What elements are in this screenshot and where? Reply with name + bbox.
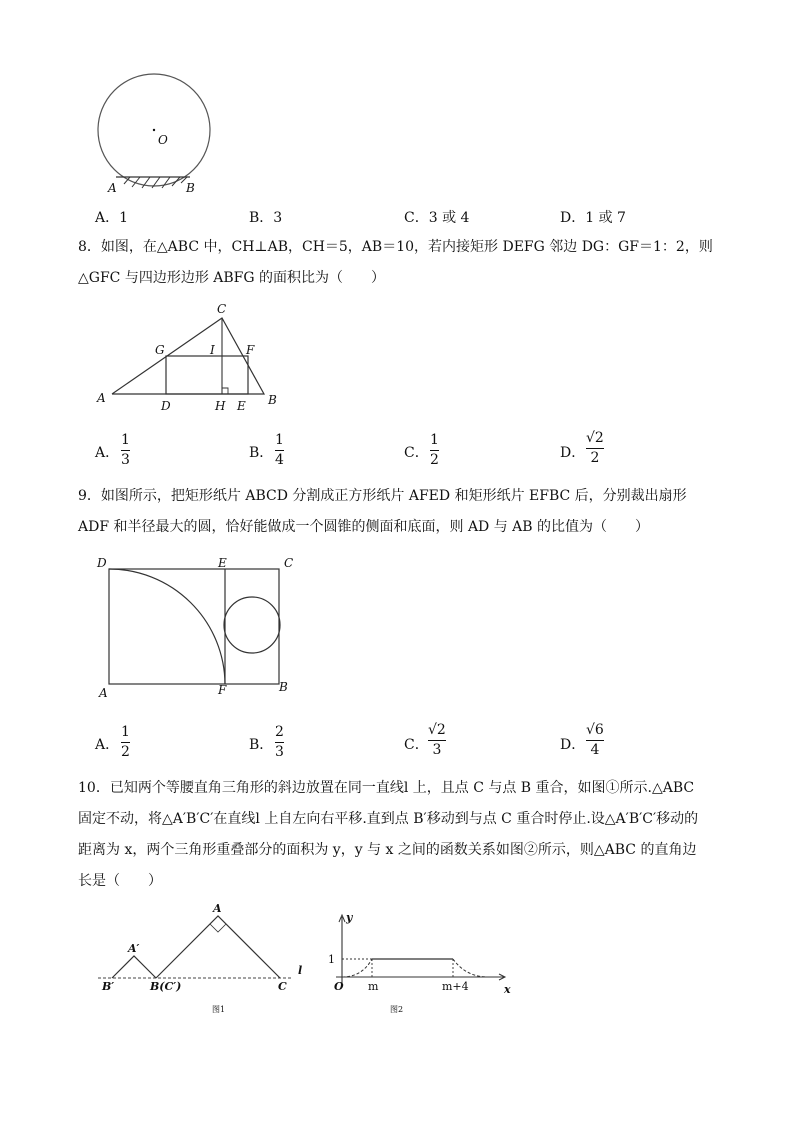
q8-label-g: G — [155, 343, 165, 357]
q10-text-line2: 固定不动，将△A′B′C′在直线l 上自左向右平移.直到点 B′移动到与点 C 重合时停止.设△A′B′C′移动的 — [78, 811, 699, 827]
q10-triangle-abc — [156, 916, 280, 978]
q8-triangle-figure — [92, 298, 292, 416]
q8-option-c-letter: C． — [404, 445, 429, 461]
q8-option-d-fraction — [586, 430, 604, 467]
q8-option-d-num: √2 — [586, 430, 604, 446]
q10-text-line3: 距离为 x，两个三角形重叠部分的面积为 y，y 与 x 之间的函数关系如图②所示，则△ABC 的直角边 — [78, 842, 697, 858]
q9-text-line2: ADF 和半径最大的圆，恰好能做成一个圆锥的侧面和底面，则 AD 与 AB 的比值为（ ） — [78, 519, 650, 535]
q9-option-d-den: 4 — [590, 742, 600, 758]
q10-label-m4: m+4 — [442, 980, 469, 993]
q9-option-a-letter: A． — [95, 737, 120, 753]
q7-option-a-value: 1 — [119, 210, 129, 226]
q9-label-e: E — [218, 556, 227, 570]
q10-curve-rise — [342, 959, 372, 977]
q7-option-d-value: 1 或 7 — [585, 210, 626, 226]
q9-option-c-letter: C． — [404, 737, 429, 753]
q7-option-d-letter: D． — [560, 210, 586, 226]
q8-option-a-letter: A． — [95, 445, 120, 461]
q9-option-a-fraction — [121, 724, 130, 761]
q10-fig1-caption: 图1 — [212, 1005, 226, 1014]
q9-option-d-letter: D． — [560, 737, 586, 753]
q8-option-b-fraction — [275, 432, 284, 469]
q7-label-a: A — [108, 181, 117, 195]
q8-option-c-num: 1 — [430, 432, 439, 448]
q8-option-b-den: 4 — [275, 452, 284, 468]
q9-label-d: D — [97, 556, 107, 570]
q9-option-c-num: √2 — [428, 722, 446, 738]
q9-option-d-fraction — [586, 722, 604, 759]
q10-label-o: O — [334, 980, 344, 993]
q8-label-e: E — [237, 399, 246, 413]
q10-triangle-a-prime — [112, 956, 156, 978]
q8-option-a-num: 1 — [121, 432, 130, 448]
q9-option-d-num: √6 — [586, 722, 604, 738]
q8-option-b-num: 1 — [275, 432, 284, 448]
q10-right-angle-a-prime — [128, 956, 140, 962]
q9-sector-arc-df — [109, 569, 225, 684]
q9-inscribed-circle — [224, 597, 280, 653]
q9-option-b-letter: B． — [249, 737, 274, 753]
q9-label-b: B — [279, 680, 288, 694]
q8-option-d-den: 2 — [590, 450, 600, 466]
q8-option-c-den: 2 — [430, 452, 439, 468]
q9-option-b-num: 2 — [275, 724, 284, 740]
q7-option-a — [95, 207, 128, 227]
q10-label-b-c-prime: B(C′) — [150, 980, 182, 993]
q8-text-line1: 8．如图，在△ABC 中，CH⊥AB，CH＝5，AB＝10，若内接矩形 DEFG 邻边 DG：GF＝1：2，则 — [78, 239, 713, 255]
q9-label-f: F — [218, 683, 227, 697]
q8-option-d-letter: D． — [560, 445, 586, 461]
q7-option-b-letter: B． — [249, 210, 274, 226]
q10-label-m: m — [368, 980, 379, 993]
q9-option-a-num: 1 — [121, 724, 130, 740]
q10-fig2-caption: 图2 — [390, 1005, 404, 1014]
q7-option-d — [560, 207, 626, 227]
q9-option-b-fraction — [275, 724, 284, 761]
q8-right-angle-mark — [222, 388, 228, 394]
q10-text-line1: 10．已知两个等腰直角三角形的斜边放置在同一直线l 上，且点 C 与点 B 重合，如图①所示.△ABC — [78, 780, 695, 796]
q9-label-c: C — [284, 556, 294, 570]
q7-option-c-value: 3 或 4 — [428, 210, 470, 226]
q8-label-c: C — [217, 302, 227, 316]
q9-label-a: A — [99, 686, 108, 700]
q7-label-b: B — [186, 181, 195, 195]
q7-option-a-letter: A． — [95, 210, 120, 226]
q7-circle-figure — [90, 60, 220, 200]
q8-rectangle-defg — [166, 356, 248, 394]
q8-option-a-den: 3 — [121, 452, 130, 468]
q7-center-dot — [153, 129, 155, 131]
q10-label-a-prime: A′ — [128, 942, 140, 955]
q7-option-c-letter: C． — [404, 210, 429, 226]
q10-text-line4: 长是（ ） — [78, 873, 162, 889]
q8-option-b-letter: B． — [249, 445, 274, 461]
q9-option-b-den: 3 — [275, 744, 284, 760]
q8-label-b: B — [268, 393, 277, 407]
q10-label-c: C — [278, 980, 287, 993]
q10-label-x: x — [504, 983, 511, 996]
q8-option-c-fraction — [430, 432, 439, 469]
q9-option-a-den: 2 — [121, 744, 130, 760]
q8-label-h: H — [215, 399, 226, 413]
q10-label-y: y — [346, 911, 353, 924]
q8-label-a: A — [97, 391, 106, 405]
q7-option-b — [249, 207, 282, 227]
q10-figure-1 — [92, 898, 317, 1020]
q10-label-b-prime: B′ — [102, 980, 115, 993]
q8-text-line2: △GFC 与四边形边形 ABFG 的面积比为（ ） — [78, 270, 386, 286]
q8-label-i: I — [210, 343, 215, 357]
q9-text-line1: 9．如图所示，把矩形纸片 ABCD 分割成正方形纸片 AFED 和矩形纸片 EFBC 后，分别裁出扇形 — [78, 488, 687, 504]
q9-rectangle-figure — [92, 552, 307, 700]
q7-option-c — [404, 207, 469, 227]
q10-label-a: A — [213, 902, 222, 915]
q9-option-c-fraction — [428, 722, 446, 759]
q10-label-one: 1 — [328, 953, 335, 966]
q10-label-l: l — [298, 964, 303, 977]
q8-label-d: D — [161, 399, 171, 413]
q10-figure-2 — [318, 905, 518, 1021]
q8-option-a-fraction — [121, 432, 130, 469]
q10-right-angle-a — [210, 924, 226, 932]
q7-option-b-value: 3 — [273, 210, 283, 226]
q7-label-o: O — [158, 133, 168, 147]
q10-curve-fall — [453, 959, 488, 977]
q9-rectangle-abcd — [109, 569, 279, 684]
q8-label-f: F — [246, 343, 255, 357]
q9-option-c-den: 3 — [432, 742, 442, 758]
